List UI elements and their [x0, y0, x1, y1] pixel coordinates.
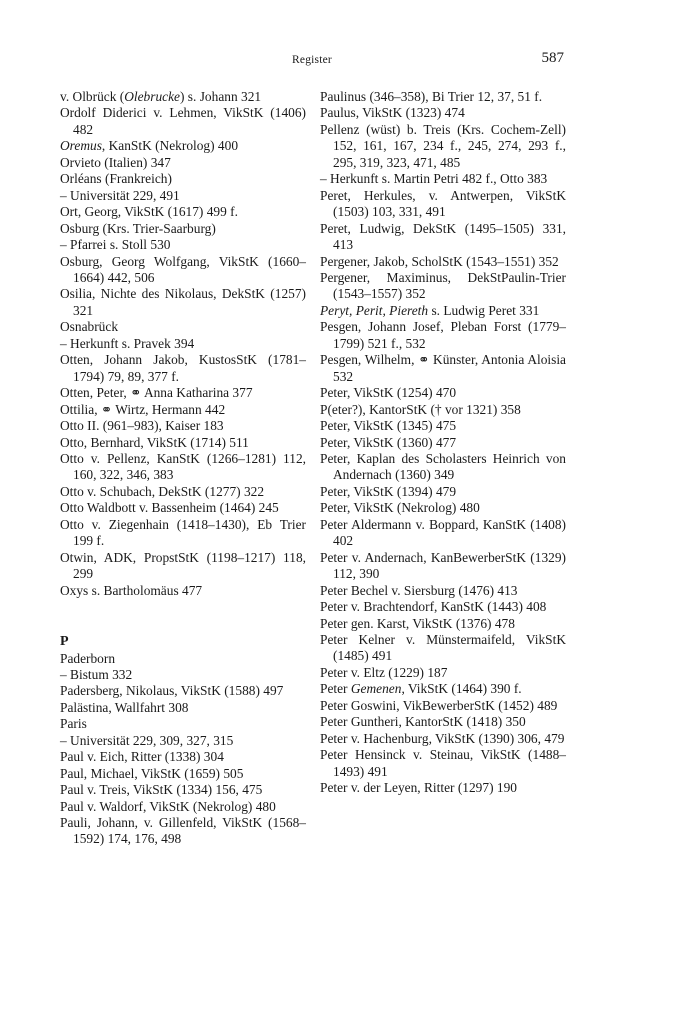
entry-text: Osnabrück [60, 319, 119, 335]
entry-text: Pergener, Maximinus, DekStPaulin-Trier (1543–1557) 352 [320, 269, 566, 302]
entry-text: Ort, Georg, VikStK (1617) 499 f. [60, 204, 238, 220]
index-entry [320, 681, 566, 697]
entry-text: Peter Goswini, VikBewerberStK (1452) 489 [320, 697, 558, 713]
entry-text: Pauli, Johann, v. Gillenfeld, VikStK (1568–1592) 174, 176, 498 [60, 815, 306, 847]
index-entry [60, 336, 306, 352]
entry-text: Peter Hensinck v. Steinau, VikStK (1488–1493) 491 [320, 747, 566, 779]
index-entry [60, 484, 306, 500]
entry-text: Peret, Herkules, v. Antwerpen, VikStK (1503) 103, 331, 491 [320, 187, 566, 220]
entry-text: Padersberg, Nikolaus, VikStK (1588) 497 [60, 683, 284, 699]
entry-text: Ordolf Diderici v. Lehmen, VikStK (1406) 482 [60, 105, 306, 137]
entry-text: Otten, Johann Jakob, KustosStK (1781–1794) 79, 89, 377 f. [60, 352, 306, 384]
entry-text: Otwin, ADK, PropstStK (1198–1217) 118, 299 [60, 549, 306, 582]
entry-text: Paris [60, 716, 87, 732]
entry-text: Paul v. Waldorf, VikStK (Nekrolog) 480 [60, 798, 276, 814]
index-entry [320, 402, 566, 418]
entry-text: Peter v. Hachenburg, VikStK (1390) 306, 479 [320, 730, 565, 746]
entry-text: Peter, VikStK (Nekrolog) 480 [320, 500, 480, 516]
entry-text: – Pfarrei s. Stoll 530 [60, 237, 171, 253]
index-entry [60, 237, 306, 253]
index-entry [320, 714, 566, 730]
entry-text: ) s. Johann 321 [180, 89, 262, 104]
index-entry [320, 517, 566, 550]
index-entry [320, 616, 566, 632]
entry-text: Peter Bechel v. Siersburg (1476) 413 [320, 582, 518, 598]
section-letter-heading: P [60, 634, 69, 650]
index-entry [320, 484, 566, 500]
entry-italic-text: Peryt, Perit, Piereth [320, 302, 429, 318]
entry-text: Peter, Kaplan des Scholasters Heinrich von Andernach (1360) 349 [320, 450, 566, 483]
index-entry [60, 683, 306, 699]
index-entry [60, 286, 306, 319]
index-entry [60, 500, 306, 516]
entry-text: Peter Kelner v. Münstermaifeld, VikStK (1485) 491 [320, 631, 566, 664]
entry-text: – Universität 229, 309, 327, 315 [60, 732, 234, 748]
index-entry [60, 138, 306, 154]
index-entry [320, 632, 566, 665]
entry-text: Peter, VikStK (1360) 477 [320, 434, 457, 450]
entry-list-p-continued [320, 89, 566, 796]
index-entry [60, 700, 306, 716]
index-entry [320, 550, 566, 583]
index-entry [60, 204, 306, 220]
index-entry [320, 89, 566, 105]
entry-text: Orvieto (Italien) 347 [60, 154, 171, 170]
index-entry [60, 155, 306, 171]
entry-text: Peter, VikStK (1345) 475 [320, 418, 457, 434]
entry-text: , KanStK (Nekrolog) 400 [101, 138, 239, 154]
index-entry [320, 780, 566, 796]
entry-text: Palästina, Wallfahrt 308 [60, 699, 189, 715]
entry-text: Pergener, Jakob, ScholStK (1543–1551) 352 [320, 253, 559, 269]
page-header [60, 50, 564, 74]
index-entry [320, 451, 566, 484]
entry-text: Paulinus (346–358), Bi Trier 12, 37, 51 f. [320, 89, 543, 104]
index-entry [60, 254, 306, 287]
entry-text: – Herkunft s. Martin Petri 482 f., Otto 383 [320, 171, 548, 187]
index-entry [320, 319, 566, 352]
index-entry [320, 385, 566, 401]
index-entry [60, 799, 306, 815]
entry-italic-text: Olebrucke [124, 89, 180, 104]
entry-text: – Herkunft s. Pravek 394 [60, 335, 195, 351]
entry-text: Peter gen. Karst, VikStK (1376) 478 [320, 615, 515, 631]
entry-text: Peter Guntheri, KantorStK (1418) 350 [320, 714, 526, 730]
entry-text: Otto v. Schubach, DekStK (1277) 322 [60, 483, 265, 499]
index-entry [60, 749, 306, 765]
section-gap [60, 599, 306, 634]
entry-text: P(eter?), KantorStK († vor 1321) 358 [320, 401, 521, 417]
index-entry [320, 599, 566, 615]
entry-italic-text: Gemenen [350, 681, 402, 697]
entry-text: Pesgen, Johann Josef, Pleban Forst (1779–1799) 521 f., 532 [320, 319, 566, 351]
entry-text: Otto v. Ziegenhain (1418–1430), Eb Trier 199 f. [60, 516, 306, 549]
entry-text: Paul v. Eich, Ritter (1338) 304 [60, 749, 224, 765]
index-entry [320, 221, 566, 254]
index-entry [60, 815, 306, 848]
index-entry [60, 319, 306, 335]
index-entry [60, 716, 306, 732]
entry-text: Ottilia, ⚭ Wirtz, Hermann 442 [60, 401, 226, 417]
entry-text: Paderborn [60, 650, 116, 666]
index-entry [320, 171, 566, 187]
entry-text: – Universität 229, 491 [60, 187, 180, 203]
index-entry [60, 171, 306, 187]
index-entry [320, 583, 566, 599]
index-entry [320, 418, 566, 434]
entry-text: Paul v. Treis, VikStK (1334) 156, 475 [60, 782, 263, 798]
entry-text: Otto Waldbott v. Bassenheim (1464) 245 [60, 500, 279, 516]
index-entry [320, 270, 566, 303]
index-entry [320, 122, 566, 171]
index-entry [60, 352, 306, 385]
entry-text: Oxys s. Bartholomäus 477 [60, 582, 203, 598]
index-entry [320, 435, 566, 451]
index-entry [60, 402, 306, 418]
index-entry [320, 303, 566, 319]
index-entry [60, 517, 306, 550]
entry-list-o [60, 89, 306, 599]
index-entry [60, 385, 306, 401]
entry-text: Osburg, Georg Wolfgang, VikStK (1660–1664) 442, 506 [60, 253, 306, 285]
entry-text: Paul, Michael, VikStK (1659) 505 [60, 765, 244, 781]
entry-text: – Bistum 332 [60, 666, 133, 682]
entry-italic-text: Oremus [60, 138, 102, 154]
entry-text: Paulus, VikStK (1323) 474 [320, 105, 465, 121]
index-entry [60, 188, 306, 204]
index-entry [320, 747, 566, 780]
index-entry [60, 583, 306, 599]
page-number: 587 [541, 50, 564, 66]
entry-text: Osilia, Nichte des Nikolaus, DekStK (1257) 321 [60, 286, 306, 318]
index-entry [320, 665, 566, 681]
entry-text: Peter v. Eltz (1229) 187 [320, 664, 448, 680]
entry-text: Otto II. (961–983), Kaiser 183 [60, 418, 224, 434]
entry-text: Peter, VikStK (1394) 479 [320, 483, 457, 499]
running-title: Register [292, 54, 332, 66]
index-entry [320, 698, 566, 714]
entry-text: Peter v. der Leyen, Ritter (1297) 190 [320, 780, 517, 796]
entry-text: Peter, VikStK (1254) 470 [320, 385, 457, 401]
entry-text: Peter v. Brachtendorf, KanStK (1443) 408 [320, 599, 547, 615]
entry-text: Peter [320, 681, 351, 697]
index-entry [320, 188, 566, 221]
entry-list-p [60, 651, 306, 848]
index-entry [60, 667, 306, 683]
index-entry [60, 105, 306, 138]
index-entry [60, 89, 306, 105]
index-entry [60, 651, 306, 667]
index-entry [60, 766, 306, 782]
index-entry [60, 451, 306, 484]
entry-text: , VikStK (1464) 390 f. [401, 681, 522, 697]
entry-text: Osburg (Krs. Trier-Saarburg) [60, 220, 216, 236]
entry-text: Peret, Ludwig, DekStK (1495–1505) 331, 413 [320, 220, 566, 253]
index-entry [320, 105, 566, 121]
entry-text: Otto, Bernhard, VikStK (1714) 511 [60, 434, 249, 450]
entry-text: Peter Aldermann v. Boppard, KanStK (1408) 402 [320, 516, 566, 549]
index-entry [320, 254, 566, 270]
index-entry [60, 782, 306, 798]
index-column-left [60, 89, 306, 848]
entry-text: s. Ludwig Peret 331 [428, 302, 540, 318]
index-entry [320, 352, 566, 385]
index-entry [60, 221, 306, 237]
entry-text: Otto v. Pellenz, KanStK (1266–1281) 112, 160, 322, 346, 383 [60, 450, 306, 483]
index-entry [60, 418, 306, 434]
entry-text: Pesgen, Wilhelm, ⚭ Künster, Antonia Aloisia 532 [320, 352, 566, 384]
entry-text: Peter v. Andernach, KanBewerberStK (1329) 112, 390 [320, 549, 566, 582]
index-entry [320, 731, 566, 747]
index-column-right [320, 89, 566, 796]
entry-text: Pellenz (wüst) b. Treis (Krs. Cochem-Zell) 152, 161, 167, 234 f., 245, 274, 293 f., 295, 319, 323, 471, 485 [320, 121, 566, 170]
entry-text: Orléans (Frankreich) [60, 171, 172, 187]
index-entry [60, 733, 306, 749]
entry-text: Otten, Peter, ⚭ Anna Katharina 377 [60, 385, 253, 401]
index-entry [60, 435, 306, 451]
index-entry [320, 500, 566, 516]
entry-text: v. Olbrück ( [60, 89, 125, 104]
index-entry [60, 550, 306, 583]
